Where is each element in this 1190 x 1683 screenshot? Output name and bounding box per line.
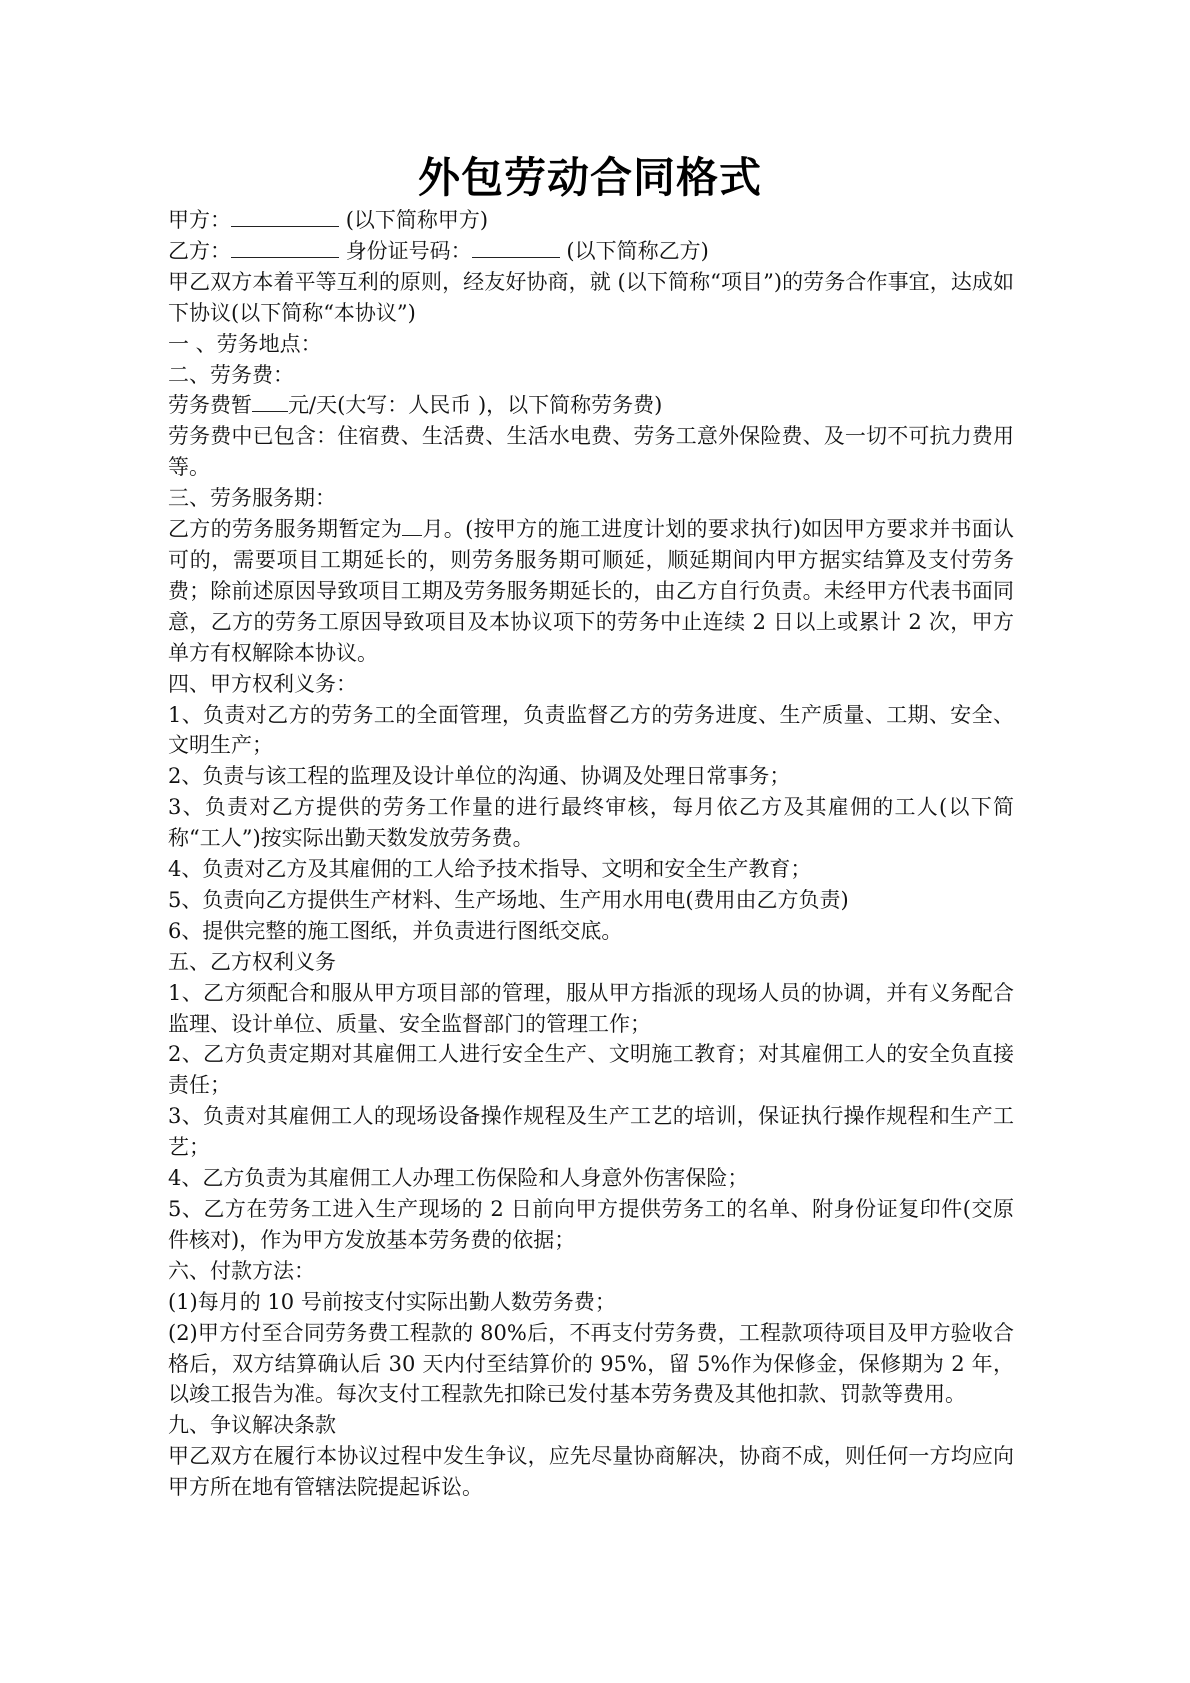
party-b-blank — [231, 237, 339, 258]
fee-line — [168, 390, 1014, 421]
section-4-heading: 四、甲方权利义务： — [168, 671, 357, 696]
service-period-text — [168, 514, 1014, 669]
party-a-blank — [231, 206, 339, 227]
section-4-item: 5、负责向乙方提供生产材料、生产场地、生产用水用电(费用由乙方负责) — [168, 887, 849, 912]
party-b-id-label: 身份证号码： — [345, 238, 472, 263]
section-6-heading: 六、付款方法： — [168, 1258, 315, 1283]
service-period-suffix: 月。(按甲方的施工进度计划的要求执行)如因甲方要求并书面认可的，需要项目工期延长的，则劳务服务期可顺延，顺延期间内甲方据实结算及支付劳务费；除前述原因导致项目工期及劳务服务期延长的，由乙方自行负责。未经甲方代表书面同意，乙方的劳务工原因导致项目及本协议项下的劳务中止连续 2 日以上或累计 2 次，甲方单方有权解除本协议。 — [168, 517, 1015, 665]
section-9-text: 甲乙双方在履行本协议过程中发生争议，应先尽量协商解决，协商不成，则任何一方均应向甲方所在地有管辖法院提起诉讼。 — [168, 1444, 1014, 1500]
party-b-suffix: (以下简称乙方) — [566, 238, 709, 263]
party-a-line — [168, 205, 1014, 236]
section-6-item: (2)甲方付至合同劳务费工程款的 80%后，不再支付劳务费，工程款项待项目及甲方验收合格后，双方结算确认后 30 天内付至结算价的 95%，留 5%作为保修金，保修期为 2 年，以竣工报告为准。每次支付工程款先扣除已发付基本劳务费及其他扣款、罚款等费用。 — [168, 1320, 1014, 1407]
fee-includes: 劳务费中已包含：住宿费、生活费、生活水电费、劳务工意外保险费、及一切不可抗力费用等。 — [168, 424, 1014, 480]
preamble: 甲乙双方本着平等互利的原则，经友好协商，就 (以下简称“项目”)的劳务合作事宜，达成如下协议(以下简称“本协议”) — [168, 269, 1014, 325]
section-4-item: 2、负责与该工程的监理及设计单位的沟通、协调及处理日常事务； — [168, 764, 791, 789]
section-1-heading: 一 、劳务地点： — [168, 331, 322, 356]
section-4-item: 3、负责对乙方提供的劳务工作量的进行最终审核，每月依乙方及其雇佣的工人(以下简称“工人”)按实际出勤天数发放劳务费。 — [168, 795, 1014, 851]
service-period-blank — [402, 515, 422, 536]
party-b-label: 乙方： — [168, 238, 231, 263]
section-4-item: 6、提供完整的施工图纸，并负责进行图纸交底。 — [168, 918, 623, 943]
service-period-prefix: 乙方的劳务服务期暂定为 — [168, 517, 403, 542]
party-a-label: 甲方： — [168, 208, 231, 232]
party-a-suffix: (以下简称甲方) — [345, 208, 489, 232]
fee-blank — [252, 391, 288, 412]
section-5-item: 3、负责对其雇佣工人的现场设备操作规程及生产工艺的培训，保证执行操作规程和生产工艺； — [168, 1104, 1014, 1160]
document-body — [168, 205, 1014, 1503]
document-title: 外包劳动合同格式 — [417, 153, 762, 202]
party-b-id-blank — [472, 237, 560, 258]
section-5-item: 1、乙方须配合和服从甲方项目部的管理，服从甲方指派的现场人员的协调，并有义务配合监理、设计单位、质量、安全监督部门的管理工作； — [168, 980, 1014, 1036]
section-5-item: 4、乙方负责为其雇佣工人办理工伤保险和人身意外伤害保险； — [168, 1166, 749, 1191]
section-9-heading: 九、争议解决条款 — [168, 1413, 336, 1438]
party-b-line — [168, 236, 1014, 267]
section-3-heading: 三、劳务服务期： — [168, 486, 336, 511]
section-4-item: 1、负责对乙方的劳务工的全面管理，负责监督乙方的劳务进度、生产质量、工期、安全、文明生产； — [168, 702, 1014, 758]
fee-suffix: 元/天(大写：人民币 )，以下简称劳务费) — [288, 393, 663, 418]
section-4-item: 4、负责对乙方及其雇佣的工人给予技术指导、文明和安全生产教育； — [168, 857, 812, 882]
section-2-heading: 二、劳务费： — [168, 362, 294, 387]
section-5-item: 2、乙方负责定期对其雇佣工人进行安全生产、文明施工教育；对其雇佣工人的安全负直接责任； — [168, 1042, 1014, 1098]
section-6-item: (1)每月的 10 号前按支付实际出勤人数劳务费； — [168, 1289, 616, 1314]
section-5-heading: 五、乙方权利义务 — [168, 949, 336, 974]
section-5-item: 5、乙方在劳务工进入生产现场的 2 日前向甲方提供劳务工的名单、附身份证复印件(交原件核对)，作为甲方发放基本劳务费的依据； — [168, 1197, 1014, 1252]
fee-prefix: 劳务费暂 — [168, 393, 252, 418]
